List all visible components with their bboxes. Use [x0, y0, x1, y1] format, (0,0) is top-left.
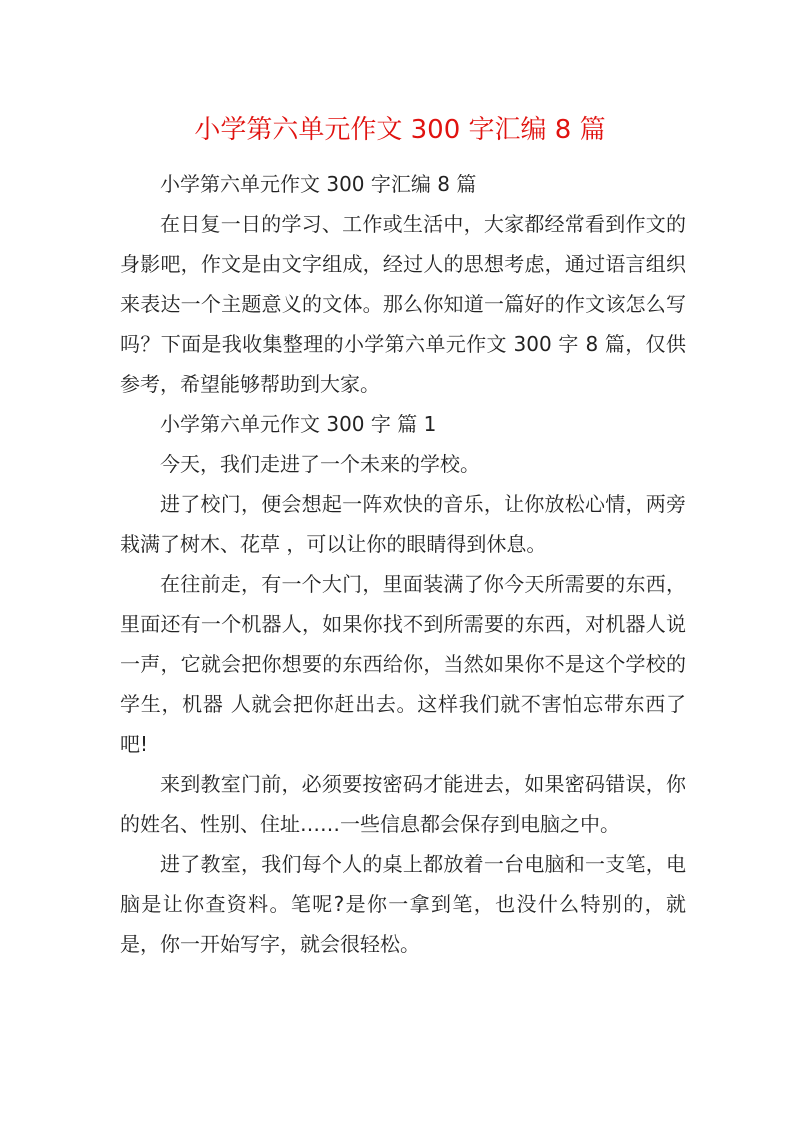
intro-paragraph: 在日复一日的学习、工作或生活中，大家都经常看到作文的身影吧，作文是由文字组成，经过人的思想考虑，通过语言组织来表达一个主题意义的文体。那么你知道一篇好的作文该怎么写吗？下面是我收集整理的小学第六单元作文 300 字 8 篇，仅供参考，希望能够帮助到大家。	[120, 212, 686, 396]
paragraph-3: 在往前走，有一个大门，里面装满了你今天所需要的东西，里面还有一个机器人，如果你找不到所需要的东西，对机器人说一声，它就会把你想要的东西给你，当然如果你不是这个学校的学生，机器 人就会把你赶出去。这样我们就不害怕忘带东西了吧!	[120, 572, 686, 756]
paragraph-5: 进了教室，我们每个人的桌上都放着一台电脑和一支笔，电脑是让你查资料。笔呢?是你一拿到笔，也没什么特别的，就是，你一开始写字，就会很轻松。	[120, 852, 686, 956]
document-subtitle: 小学第六单元作文 300 字汇编 8 篇	[160, 172, 477, 196]
paragraph-2: 进了校门，便会想起一阵欢快的音乐，让你放松心情，两旁栽满了树木、花草 ，可以让你的眼睛得到休息。	[120, 492, 686, 556]
paragraph-1: 今天，我们走进了一个未来的学校。	[160, 452, 480, 476]
section-heading: 小学第六单元作文 300 字 篇 1	[160, 412, 437, 436]
document-title: 小学第六单元作文 300 字汇编 8 篇	[194, 115, 606, 145]
paragraph-4: 来到教室门前，必须要按密码才能进去，如果密码错误，你的姓名、性别、住址……一些信息都会保存到电脑之中。	[120, 772, 686, 836]
document-body	[120, 164, 686, 964]
